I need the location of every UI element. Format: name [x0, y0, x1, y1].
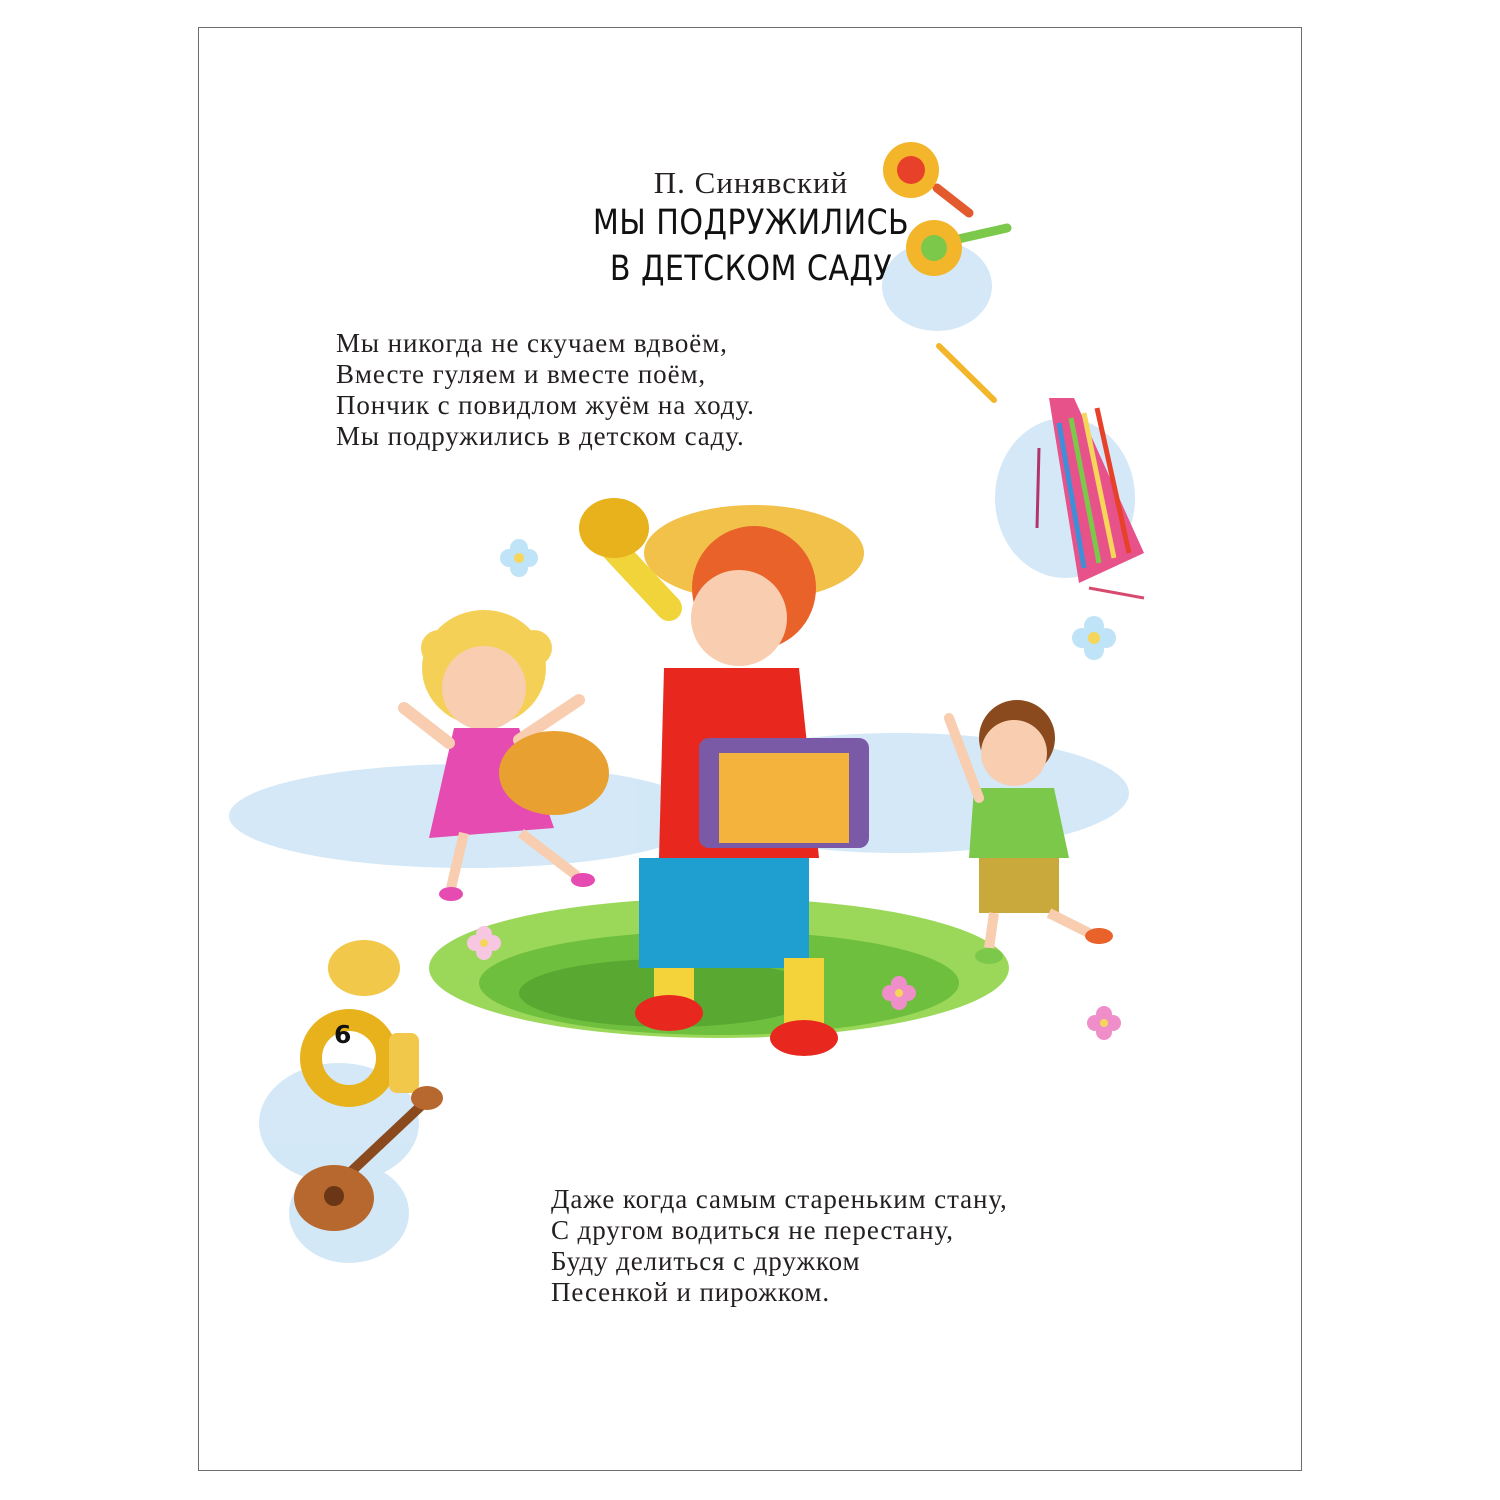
stanza-first — [336, 328, 755, 452]
poem-line: Вместе гуляем и вместе поём, — [336, 359, 707, 389]
poem-author: П. Синявский — [653, 165, 849, 200]
poem-title — [276, 200, 1225, 292]
title-line-1: МЫ ПОДРУЖИЛИСЬ — [592, 203, 910, 243]
poem-line: Даже когда самым стареньким стану, — [551, 1184, 1008, 1214]
poem-line: Песенкой и пирожком. — [551, 1277, 830, 1307]
poem-line: С другом водиться не перестану, — [551, 1215, 954, 1245]
stanza-second — [551, 1184, 1008, 1308]
title-line-2: В ДЕТСКОМ САДУ — [609, 249, 893, 289]
poem-line: Мы подружились в детском саду. — [336, 421, 745, 451]
page-number: 6 — [334, 1020, 352, 1049]
poem-line: Мы никогда не скучаем вдвоём, — [336, 328, 728, 358]
poem-line: Пончик с повидлом жуём на ходу. — [336, 390, 755, 420]
book-page — [198, 27, 1302, 1471]
poem-line: Буду делиться с дружком — [551, 1246, 861, 1276]
